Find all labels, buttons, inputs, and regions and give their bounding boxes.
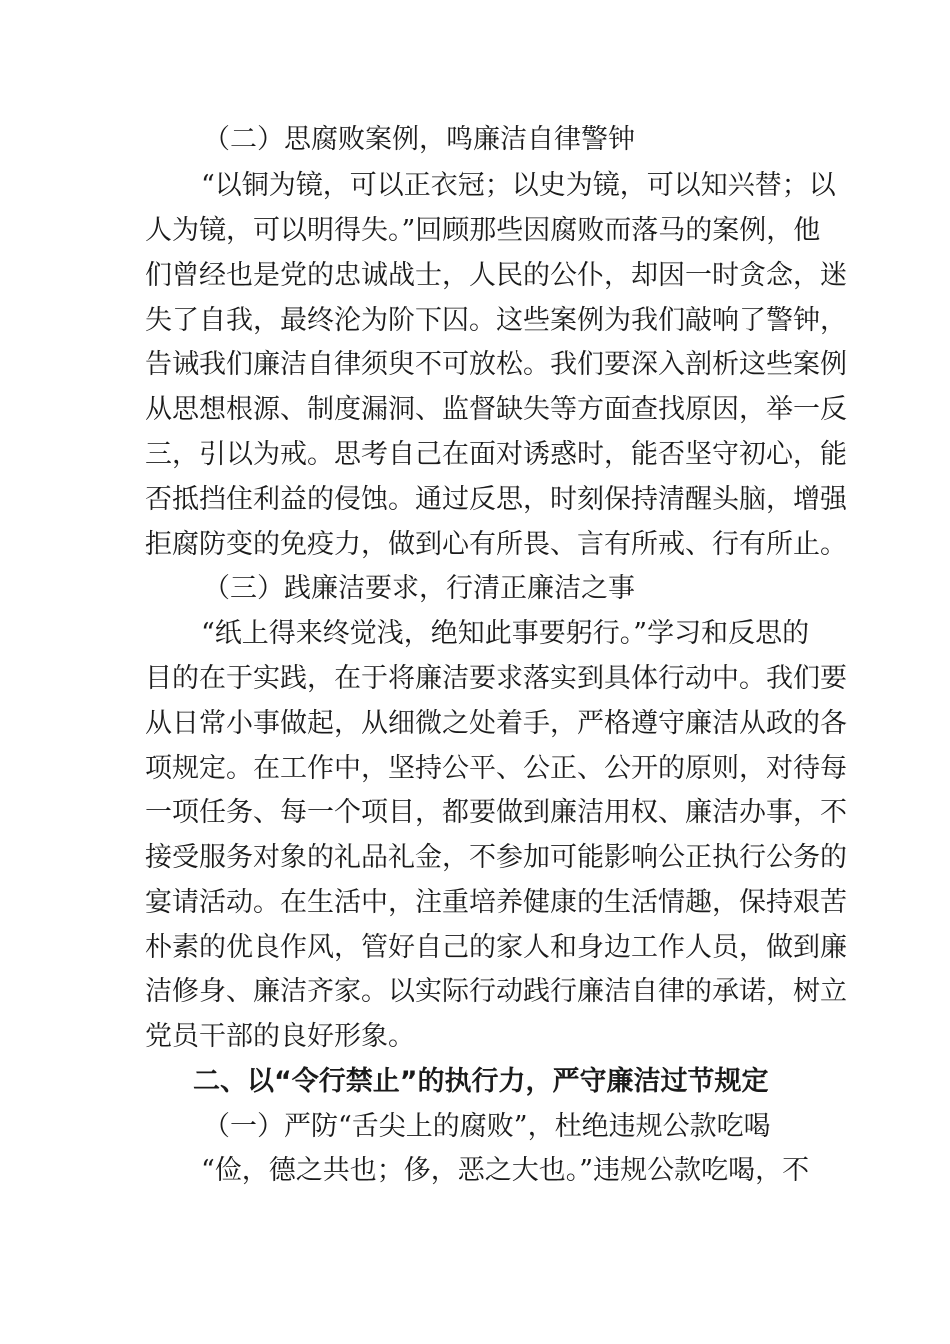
paragraph-line: 三，引以为戒。思考自己在面对诱惑时，能否坚守初心，能 [145, 439, 847, 470]
paragraph-line: 从日常小事做起，从细微之处着手，严格遵守廉洁从政的各 [145, 708, 847, 739]
paragraph-line: 党员干部的良好形象。 [145, 1021, 415, 1052]
paragraph-line: “俭，德之共也；侈，恶之大也。”违规公款吃喝，不 [201, 1155, 810, 1186]
paragraph-line: 人为镜，可以明得失。”回顾那些因腐败而落马的案例，他 [145, 215, 821, 246]
section-subheading: （三）践廉洁要求，行清正廉洁之事 [203, 573, 635, 604]
section-heading: 二、以“令行禁止”的执行力，严守廉洁过节规定 [193, 1066, 769, 1097]
paragraph-line: “纸上得来终觉浅，绝知此事要躬行。”学习和反思的 [201, 618, 810, 649]
paragraph-line: 目的在于实践，在于将廉洁要求落实到具体行动中。我们要 [145, 663, 847, 694]
paragraph-line: 项规定。在工作中，坚持公平、公正、公开的原则，对待每 [145, 753, 847, 784]
paragraph-line: 失了自我，最终沦为阶下囚。这些案例为我们敲响了警钟， [145, 305, 847, 336]
paragraph-line: 宴请活动。在生活中，注重培养健康的生活情趣，保持艰苦 [145, 887, 847, 918]
paragraph-line: 接受服务对象的礼品礼金，不参加可能影响公正执行公务的 [145, 842, 847, 873]
paragraph-line: 拒腐防变的免疫力，做到心有所畏、言有所戒、行有所止。 [145, 529, 847, 560]
paragraph-line: 一项任务、每一个项目，都要做到廉洁用权、廉洁办事，不 [145, 797, 847, 828]
paragraph-line: 洁修身、廉洁齐家。以实际行动践行廉洁自律的承诺，树立 [145, 976, 847, 1007]
paragraph-line: “以铜为镜，可以正衣冠；以史为镜，可以知兴替；以 [201, 170, 836, 201]
paragraph-line: 从思想根源、制度漏洞、监督缺失等方面查找原因，举一反 [145, 394, 847, 425]
paragraph-line: 朴素的优良作风，管好自己的家人和身边工作人员，做到廉 [145, 932, 847, 963]
section-subheading: （二）思腐败案例，鸣廉洁自律警钟 [203, 124, 635, 155]
section-subheading: （一）严防“舌尖上的腐败”，杜绝违规公款吃喝 [203, 1111, 771, 1142]
paragraph-line: 告诫我们廉洁自律须臾不可放松。我们要深入剖析这些案例 [145, 349, 847, 380]
paragraph-line: 们曾经也是党的忠诚战士，人民的公仆，却因一时贪念，迷 [145, 260, 847, 291]
paragraph-line: 否抵挡住利益的侵蚀。通过反思，时刻保持清醒头脑，增强 [145, 484, 847, 515]
